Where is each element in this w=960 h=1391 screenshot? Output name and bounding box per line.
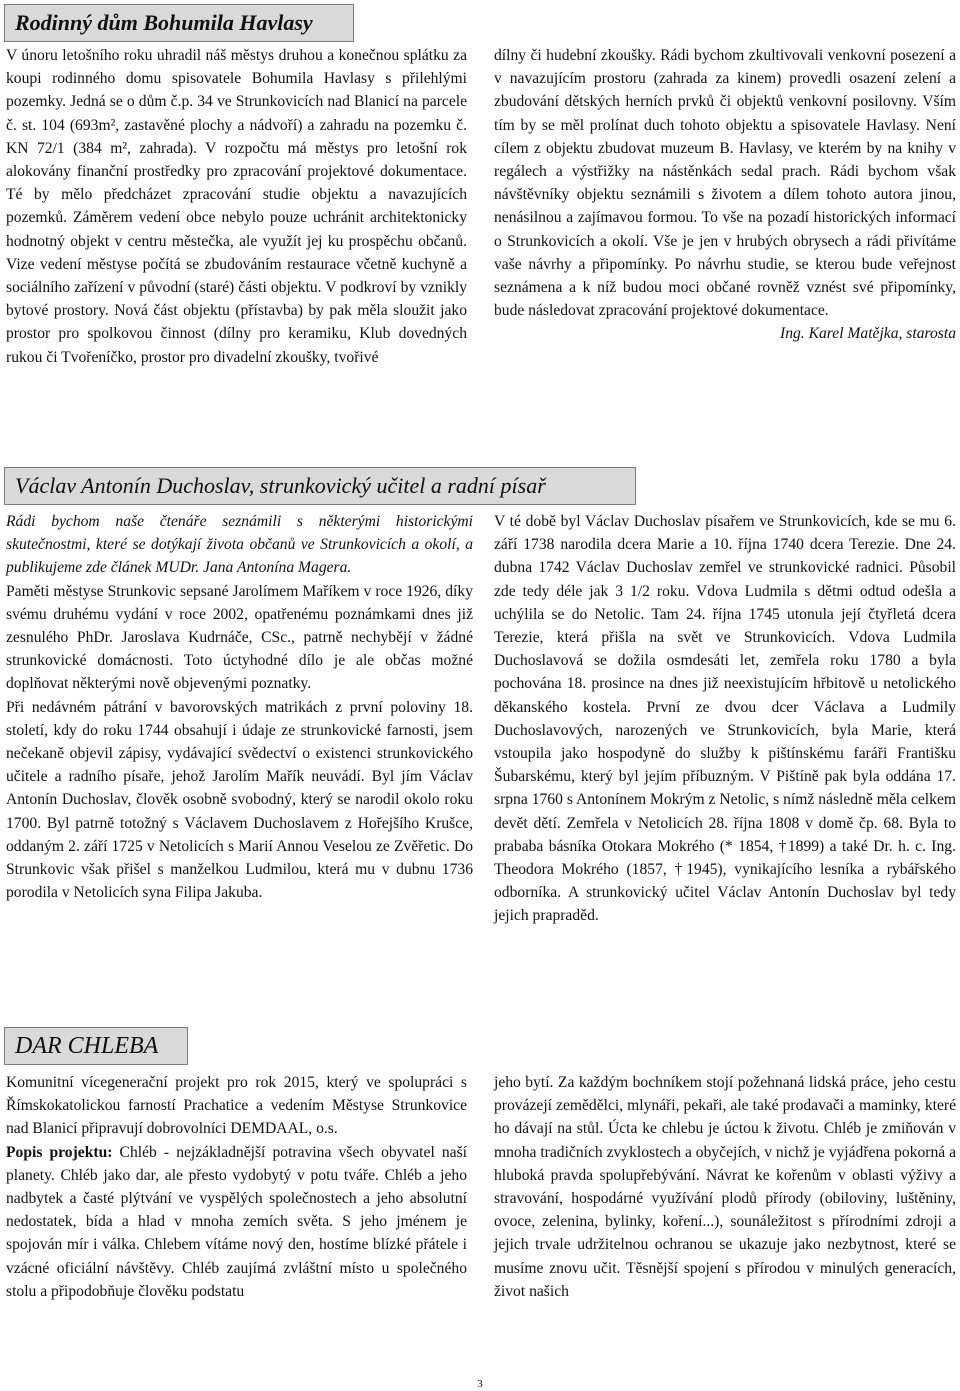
- section-heading-havlasa: Rodinný dům Bohumila Havlasy: [4, 4, 354, 42]
- duchoslav-paragraph: Při nedávném pátrání v bavorovských matrikách z první poloviny 18. století, kdy do roku 1744 obsahují i údaje ze strunkovické farnosti, jsem nečekaně objevil zápisy, vydávající svědectví o existenci strunkovického učitele a radního písaře, jehož Jarolím Mařík neuvádí. Byl jím Václav Antonín Duchoslav, člověk osobně svobodný, který se narodil okolo roku 1700. Byl patrně totožný s Václavem Duchoslavem z Hořejšího Krušce, oddaným 2. září 1725 v Netolicích s Marií Annou Veselou ze Zvěřetic. Do Strunkovic však přišel s manželkou Ludmilou, která mu v dubnu 1736 porodila v Netolicích syna Filipa Jakuba.: [6, 698, 473, 902]
- duchoslav-paragraph: Paměti městyse Strunkovic sepsané Jarolímem Maříkem v roce 1926, díky svému druhému vydání v roce 2002, opatřenému poznámkami dnes již zesnulého PhDr. Jaroslava Kudrnáče, CSc., patrně nechybějí v žádné strunkovické domácnosti. Toto úctyhodné dílo je ale občas možné doplňovat některými nově objevenými poznatky.: [6, 582, 473, 693]
- page-number: 3: [477, 1378, 483, 1390]
- duchoslav-column-right: [494, 510, 956, 928]
- havlasa-column-right: [494, 44, 956, 346]
- signature: Ing. Karel Matějka, starosta: [780, 325, 956, 343]
- dar-chleba-project: [6, 1141, 467, 1303]
- section-heading-dar-chleba: DAR CHLEBA: [4, 1027, 188, 1065]
- duchoslav-paragraph-continued: V té době byl Václav Duchoslav písařem ve Strunkovicích, kde se mu 6. září 1738 narodila dcera Marie a 10. října 1740 dcera Terezie. Dne 24. dubna 1742 Václav Duchoslav zemřel ve strunkovické radnici. Působil zde tedy déle jak 3 1/2 roku. Vdova Ludmila s dětmi odtud odešla a uchýlila se do Netolic. Tam 24. října 1745 utonula její čtyřletá dcera Terezie, která přišla na svět ve Strunkovicích. Vdova Ludmila Duchoslavová se dožila osmdesáti let, zemřela roku 1780 a byla pochována 18. prosince na dnes již neexistujícím hřbitově u netolického děkanského kostela. První ze dvou dcer Václava a Ludmily Duchoslavových, narozených ve Strunkovicích, byla Marie, která vstoupila jako hospodyně do služby k pištínskému faráři Františku Šubarskému, který byl jejím příbuzným. V Pištíně pak byla oddána 17. srpna 1760 s Antonínem Mokrým z Netolic, s nímž následně měla celkem devět dětí. Zemřela v Netolicích 28. října 1808 v domě čp. 68. Byla to prababa básníka Otokara Mokrého (* 1854, †1899) a také Dr. h. c. Ing. Theodora Mokrého (1857, †1945), vynikajícího lesníka a rybářského odborníka. A strunkovický učitel Václav Antonín Duchoslav byl tedy jejich prapraděd.: [494, 513, 956, 925]
- project-label: Popis projektu:: [6, 1143, 113, 1161]
- dar-chleba-intro: Komunitní vícegenerační projekt pro rok 2015, který ve spolupráci s Římskokatolickou farností Prachatice a vedením Městyse Strunkovice nad Blanicí připravují dobrovolníci DEMDAAL, o.s.: [6, 1074, 467, 1138]
- dar-chleba-column-right: [494, 1071, 956, 1303]
- havlasa-paragraph: V únoru letošního roku uhradil náš městys druhou a konečnou splátku za koupi rodinného domu spisovatele Bohumila Havlasy s přilehlými pozemky. Jedná se o dům č.p. 34 ve Strunkovicích nad Blanicí na parcele č. st. 104 (693m², zastavěné plochy a nádvoří) a zahradu na pozemku č. KN 72/1 (384 m², zahrada). V rozpočtu má městys pro letošní rok alokovány finanční prostředky pro zpracování projektové dokumentace. Té by mělo předcházet zpracování studie objektu a navazujících pozemků. Záměrem vedení obce nebylo pouze uchránit architektonicky hodnotný objekt v centru městečka, ale využít jej ku prospěchu občanů. Vize vedení městyse počítá se zbudováním restaurace včetně kuchyně a sociálního zařízení v původní (staré) části objektu. V podkroví by vznikly bytové prostory. Nová část objektu (přístavba) by pak měla sloužit jako prostor pro spolkovou činnost (dílny pro keramiku, Klub dovedných rukou či Tvořeníčko, prostor pro divadelní zkoušky, tvořivé: [6, 47, 467, 366]
- project-text: Chléb - nejzákladnější potravina všech obyvatel naší planety. Chléb jako dar, ale přesto vydobytý v potu tváře. Chléb a jeho nadbytek a časté plýtvání ve vyspělých společnostech a jeho absolutní nedostatek, bída a hlad v mnoha zemích světa. S jeho jménem je spojován mír i válka. Chlebem vítáme nový den, hostíme blízké přátele i vzácné oficiální návštěvy. Chléb zaujímá zvláštní místo u společného stolu a připodobňuje člověku podstatu: [6, 1143, 467, 1300]
- havlasa-paragraph-continued: dílny či hudební zkoušky. Rádi bychom zkultivovali venkovní posezení a v navazujícím prostoru (zahrada za kinem) provedli osazení zelení a zbudování dětských herních prvků či objektů venkovní posilovny. Vším tím by se měl prolínat duch tohoto objektu a spisovatele Havlasy. Není cílem z objektu zbudovat muzeum B. Havlasy, ve kterém by na knihy v regálech a výstřižky na nástěnkách sedal prach. Rádi bychom však návštěvníky objektu seznámili s životem a dílem tohoto autora jinou, nenásilnou a zajímavou formou. To vše na pozadí historických informací o Strunkovicích a okolí. Vše je jen v hrubých obrysech a rádi přivítáme vaše návrhy a připomínky. Po návrhu studie, se kterou bude veřejnost seznámena a k níž budou moci občané rovněž vznést své připomínky, bude následovat zpracování projektové dokumentace.: [494, 47, 956, 320]
- dar-chleba-column-left: [6, 1071, 467, 1303]
- section-heading-duchoslav: Václav Antonín Duchoslav, strunkovický učitel a radní písař: [4, 467, 636, 505]
- dar-chleba-paragraph-continued: jeho bytí. Za každým bochníkem stojí požehnaná lidská práce, jeho cestu provázejí zemědělci, mlynáři, pekaři, ale také prodavači a maminky, které ho dávají na stůl. Úcta ke chlebu je úctou k životu. Chléb je zmiňován v mnoha tradičních zvyklostech a obyčejích, v nichž je vyjádřena pokorná a hluboká pravda spolupřebývání. Návrat ke kořenům v oblasti výživy a stravování, hospodárné využívání plodů přírody (obiloviny, luštěniny, ovoce, zelenina, bylinky, koření...), sounáležitost s přírodními zdroji a jejich trvale udržitelnou ochranou se ukazuje jako nezbytnost, které se musíme znovu učit. Těsnější spojení s přírodou v minulých generacích, život našich: [494, 1074, 957, 1300]
- duchoslav-intro: Rádi bychom naše čtenáře seznámili s některými historickými skutečnostmi, které se dotýkají života občanů ve Strunkovicích a okolí, a publikujeme zde článek MUDr. Jana Antonína Magera.: [6, 513, 473, 577]
- havlasa-column-left: [6, 44, 467, 369]
- duchoslav-column-left: [6, 510, 473, 904]
